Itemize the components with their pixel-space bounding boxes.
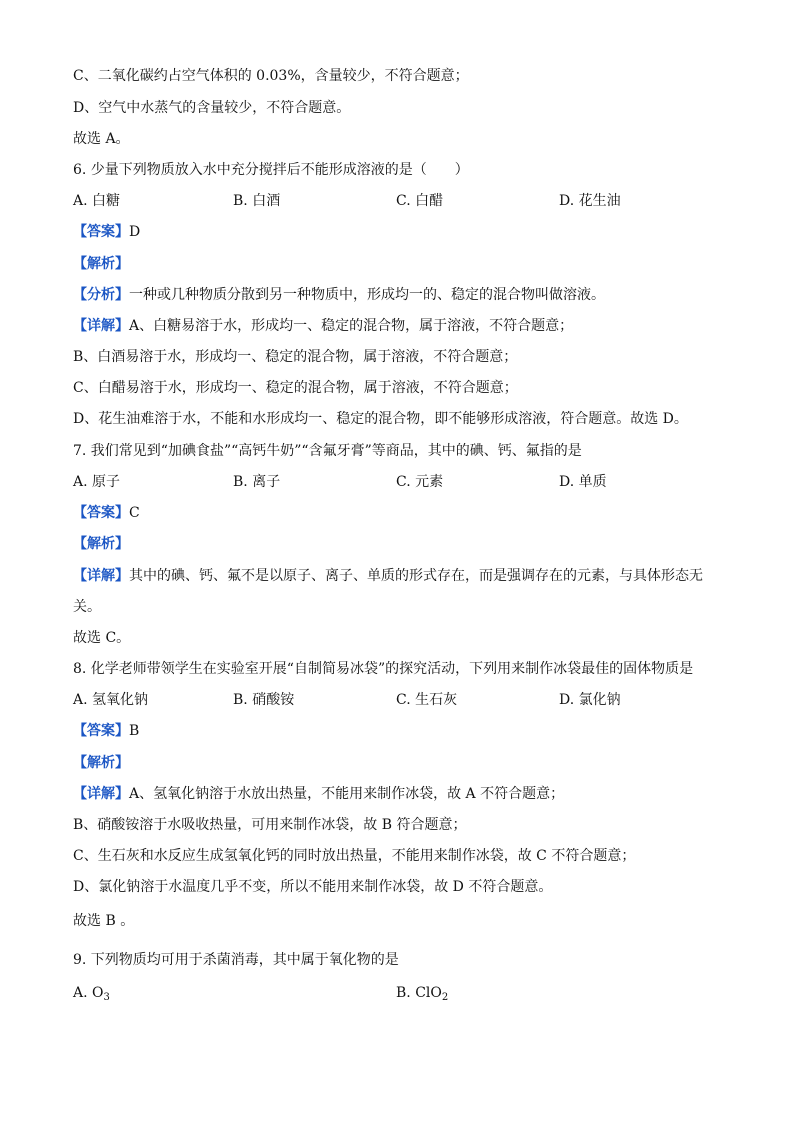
q7-xiangjie	[73, 566, 703, 586]
xiangjie-text: A、氢氧化钠溶于水放出热量，不能用来制作冰袋，故 A 不符合题意；	[129, 786, 565, 802]
q7-option-d: D. 单质	[559, 474, 607, 490]
xiangjie-tag: 【详解】	[73, 786, 129, 802]
q6-xiangjie	[73, 316, 573, 336]
q6-answer	[73, 222, 140, 242]
xiangjie-text: A、白糖易溶于水，形成均一、稳定的混合物，属于溶液，不符合题意；	[129, 318, 574, 334]
answer-tag: 【答案】	[73, 505, 129, 521]
jiexi-tag: 【解析】	[73, 755, 129, 771]
q9-option-a-main: A. O	[73, 985, 104, 1001]
text-line: D、空气中水蒸气的含量较少，不符合题意。	[73, 100, 351, 116]
question-7-stem: 7. 我们常见到“加碘食盐”“高钙牛奶”“含氟牙膏”等商品，其中的碘、钙、氟指的是	[73, 443, 582, 459]
question-6-stem: 6. 少量下列物质放入水中充分搅拌后不能形成溶液的是（ ）	[73, 162, 469, 178]
q7-jiexi-tag	[73, 534, 129, 554]
fenxi-text: 一种或几种物质分散到另一种物质中，形成均一的、稳定的混合物叫做溶液。	[129, 287, 605, 303]
q9-option-b-main: B. ClO	[396, 985, 442, 1001]
question-8-stem: 8. 化学老师带领学生在实验室开展“自制简易冰袋”的探究活动，下列用来制作冰袋最佳的固体物质是	[73, 661, 694, 677]
q9-option-a-sub: 3	[103, 992, 110, 1003]
fenxi-tag: 【分析】	[73, 287, 129, 303]
q6-option-a: A. 白糖	[73, 193, 121, 209]
q8-answer	[73, 721, 139, 741]
q6-fenxi	[73, 285, 605, 305]
q6-option-c: C. 白醋	[396, 193, 444, 209]
text-line: C、生石灰和水反应生成氢氧化钙的同时放出热量，不能用来制作冰袋，故 C 不符合题意；	[73, 848, 636, 864]
jiexi-tag: 【解析】	[73, 256, 129, 272]
q9-option-b-sub: 2	[441, 992, 449, 1003]
text-line: 关。	[73, 599, 101, 615]
question-9-stem: 9. 下列物质均可用于杀菌消毒，其中属于氧化物的是	[73, 952, 399, 968]
q9-option-a	[73, 983, 110, 1003]
text-line: B、硝酸铵溶于水吸收热量，可用来制作冰袋，故 B 符合题意；	[73, 817, 467, 833]
text-line: D、花生油难溶于水，不能和水形成均一、稳定的混合物，即不能够形成溶液，符合题意。故选 D。	[73, 411, 688, 427]
q8-option-c: C. 生石灰	[396, 692, 458, 708]
text-line: 故选 A。	[73, 131, 130, 147]
text-line: C、二氧化碳约占空气体积的 0.03%，含量较少，不符合题意；	[73, 68, 469, 84]
xiangjie-tag: 【详解】	[73, 318, 129, 334]
answer-tag: 【答案】	[73, 224, 129, 240]
answer-tag: 【答案】	[73, 723, 129, 739]
q6-option-b: B. 白酒	[233, 193, 281, 209]
answer-value: C	[129, 505, 140, 521]
xiangjie-text: 其中的碘、钙、氟不是以原子、离子、单质的形式存在，而是强调存在的元素，与具体形态无	[129, 568, 703, 584]
q8-jiexi-tag	[73, 753, 129, 773]
answer-value: B	[129, 723, 140, 739]
q6-option-d: D. 花生油	[559, 193, 621, 209]
q8-option-a: A. 氢氧化钠	[73, 692, 149, 708]
q7-option-a: A. 原子	[73, 474, 121, 490]
text-line: D、氯化钠溶于水温度几乎不变，所以不能用来制作冰袋，故 D 不符合题意。	[73, 879, 553, 895]
text-line: 故选 B 。	[73, 913, 135, 929]
q7-answer	[73, 503, 140, 523]
text-line: B、白酒易溶于水，形成均一、稳定的混合物，属于溶液，不符合题意；	[73, 349, 518, 365]
q8-option-d: D. 氯化钠	[559, 692, 621, 708]
q7-option-c: C. 元素	[396, 474, 444, 490]
q8-option-b: B. 硝酸铵	[233, 692, 295, 708]
q7-option-b: B. 离子	[233, 474, 281, 490]
text-line: 故选 C。	[73, 630, 131, 646]
xiangjie-tag: 【详解】	[73, 568, 129, 584]
q9-option-b	[396, 983, 448, 1003]
answer-value: D	[129, 224, 141, 240]
q6-jiexi-tag	[73, 254, 129, 274]
jiexi-tag: 【解析】	[73, 536, 129, 552]
q8-xiangjie	[73, 784, 564, 804]
text-line: C、白醋易溶于水，形成均一、稳定的混合物，属于溶液，不符合题意；	[73, 380, 518, 396]
